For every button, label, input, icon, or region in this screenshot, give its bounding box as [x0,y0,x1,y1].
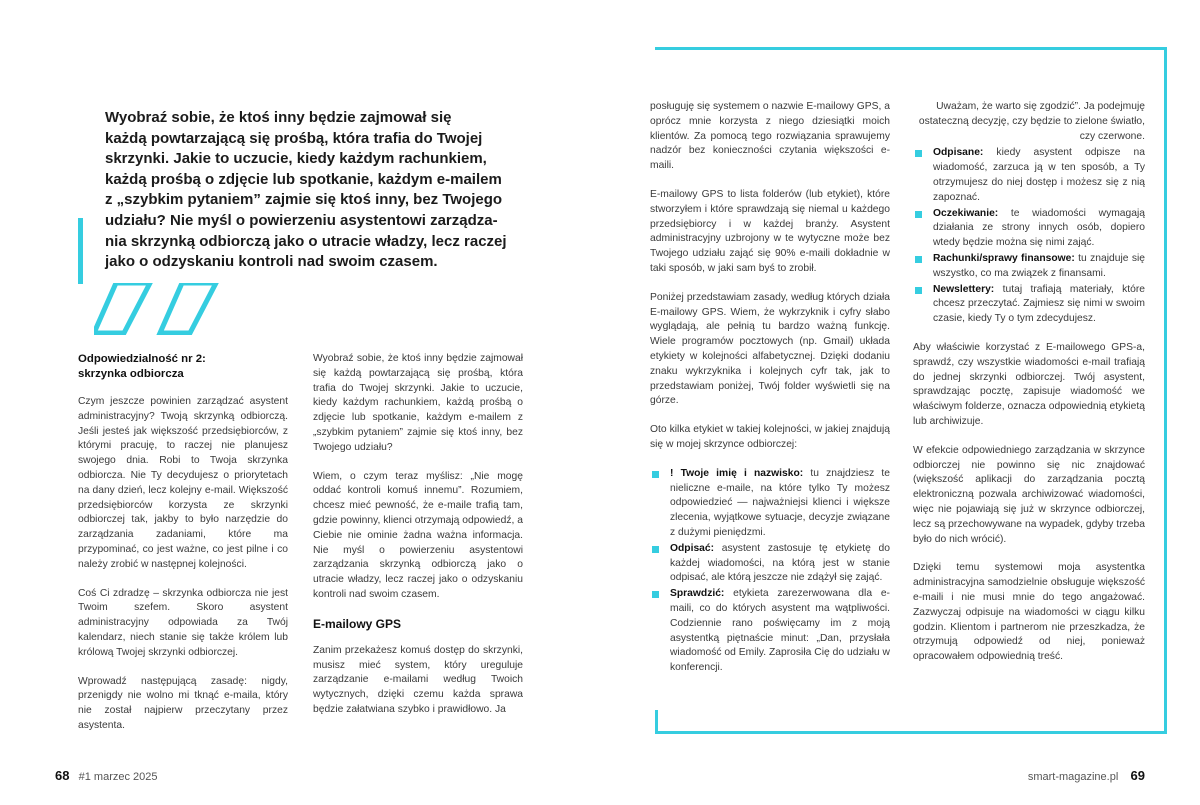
site-url: smart-magazine.pl [1027,771,1119,783]
frame-line-right [1164,47,1167,734]
paragraph: Coś Ci zdradzę – skrzynka odbiorcza nie jest Twoim szefem. Skoro asystent administracyjny odpowiada za Twój kalendarz, niech stanie się także królem lub królową Twojej skrzynki odbiorczej. [78,587,288,658]
list-item-label: Newslettery: [933,283,995,295]
list-item-label: Sprawdzić: [670,588,725,600]
list-item-label: Odpisane: [933,147,984,159]
quote-mark-icon [94,283,224,335]
pull-quote-line: z „szybkim pytaniem” zajmie się ktoś inny, bez Twojego [105,191,503,209]
paragraph: Uważam, że warto się zgodzić”. Ja podejmuję ostateczną decyzję, czy będzie to zielone światło, czy czerwone. [918,101,1145,142]
paragraph: E-mailowy GPS to lista folderów (lub etykiet), które stworzyłem i które sprawdzają się niemal u każdego przedsiębiorcy i w każdej branży. Asystent administracyjny uzbrojony w te wytyczne może bez Twojego udziału zająć się 90% e-maili dokładnie w taki sposób, w jaki sam byś to zrobił. [650,188,890,274]
page-number-right: 69 [1130,768,1145,783]
list-item-text: tu znajduje się wszystko, co ma związek z finansami. [933,252,1145,279]
square-bullet-icon [652,471,659,478]
pull-quote-line: Wyobraź sobie, że ktoś inny będzie zajmował się [105,109,452,126]
paragraph: Poniżej przedstawiam zasady, według których działa E-mailowy GPS. Wiem, że wykrzyknik i cyfry słabo wyglądają, ale pełnią tu bardzo ważną funkcję. Wiele programów pocztowych (np. Gmail) układa etykiety w kolejności alfabetycznej. Dzięki dodaniu znaku wykrzyknika i kolejnych cyfr tak, jak to przedstawiam poniżej, Twój folder wyświetli się na górze. [650,291,890,407]
list-item [650,587,890,676]
pull-quote [105,108,520,273]
pull-quote-line: każdą prośbą o zdjęcie lub spotkanie, każdym e-mailem [105,170,502,188]
paragraph: Aby właściwie korzystać z E-mailowego GPS-a, sprawdź, czy wszystkie wiadomości e-mail trafiają do jednej skrzynki odbiorczej. Twój asystent, sprawdzając pocztę, zapisuje wiadomość we właściwym folderze, oznacza odpowiednią etykietą lub archiwizuje. [913,341,1145,427]
list-item [913,146,1145,205]
list-item-label: Oczekiwanie: [933,207,999,219]
frame-line-left [655,710,658,734]
frame-line-top [655,47,1167,50]
list-item [913,283,1145,327]
list-item-text: asystent zastosuje tę etykietę do każdej wiadomości, na którą jest w stanie odpisać, ale którą jeszcze nie zdążył się zająć. [670,542,890,584]
list-item-text: tutaj trafiają materiały, które chcesz przeczytać. Zajmiesz się nimi w swoim czasie, kiedy Ty o tym zdecydujesz. [933,283,1145,325]
list-item [650,542,890,586]
list-item-label: ! Twoje imię i nazwisko: [670,467,804,479]
pull-quote-line: nia skrzynką odbiorczą jako o utracie władzy, lecz raczej [105,232,507,250]
quote-bar [78,218,83,284]
list-item [913,252,1145,282]
list-item-text: te wiadomości wymagają działania ze strony innych osób, dopiero wtedy będzie można się nimi zająć. [933,207,1145,249]
square-bullet-icon [915,287,922,294]
square-bullet-icon [915,211,922,218]
frame-line-bottom [655,731,1167,734]
paragraph: Oto kilka etykiet w takiej kolejności, w jakiej znajdują się w mojej skrzynce odbiorczej: [650,424,890,450]
paragraph: posługuję się systemem o nazwie E-mailowy GPS, a oprócz mnie korzysta z niego dziesiątki moich klientów. Za pomocą tego rozwiązania sprawujemy nadzór bez konieczności czytania większości e-maili. [650,101,890,172]
square-bullet-icon [915,256,922,263]
paragraph: Czym jeszcze powinien zarządzać asystent administracyjny? Twoją skrzynką odbiorczą. Jeśli jesteś jak większość przedsiębiorców, z którymi pracuję, to raczej nie planujesz swojego dnia. Robi to Twoja skrzynka odbiorcza. Nie Ty decydujesz o priorytetach na dany dzień, lecz kolejny e-mail. Większość przedsiębiorców korzysta ze skrzynki odbiorczej tak, jakby to było narzędzie do zarządzania zadaniami, które ma przypominać, co jest ważne, co jest pilne i co należy zrobić w następnej kolejności. [78,396,288,570]
section-heading-line: Odpowiedzialność nr 2: [78,353,206,365]
list-item [650,467,890,541]
pull-quote-line: udziału? Nie myśl o powierzeniu asystentowi zarządza- [105,211,498,229]
paragraph: W efekcie odpowiedniego zarządzania w skrzynce odbiorczej nie powinno się nic znajdować (większość aplikacji do zarządzania pocztą elektroniczną pozwala archiwizować wiadomości, więc nie pojawiają się już w skrzynce odbiorczej, lecz są przechowywane na wypadek, gdyby trzeba było do nich wrócić). [913,444,1145,545]
list-item-text: etykieta zarezerwowana dla e-maili, co do których asystent ma wątpliwości. Codziennie rano poświęcamy im z moją asystentką piętnaście minut: „Dan, przysłała wiadomość od Emily. Zaprosiła Cię do udziału w konferencji. [670,588,890,674]
square-bullet-icon [915,150,922,157]
column-2 [313,352,523,732]
list-item-text: tu znajdziesz te nieliczne e-maile, na które tylko Ty możesz odpowiedzieć — najważniejsi klienci i większe zlecenia, wyjątkowe sytuacje, decyzje związane z dużymi pieniędzmi. [670,467,890,538]
pull-quote-line: skrzynki. Jakie to uczucie, kiedy każdym rachunkiem, [105,150,487,168]
list-item-label: Rachunki/sprawy finansowe: [933,252,1075,264]
paragraph: Wyobraź sobie, że ktoś inny będzie zajmował się każdą powtarzającą się prośbą, która trafia do Twojej skrzynki. Jakie to uczucie, kiedy każdym rachunkiem, każdą prośbą o zdjęcie lub spotkanie, każdym e-mailem z „szybkim pytaniem” zajmie się ktoś inny, bez Twojego udziału? [313,353,523,453]
issue-label: #1 marzec 2025 [78,771,158,783]
label-list [650,467,890,676]
square-bullet-icon [652,546,659,553]
page-number-left: 68 [55,768,70,783]
list-item-label: Odpisać: [670,542,715,554]
paragraph: Wiem, o czym teraz myślisz: „Nie mogę oddać kontroli komuś innemu”. Rozumiem, chcesz mieć pewność, że e-maile trafią tam, gdzie powinny, klienci otrzymają odpowiedź, a Ciebie nie ominie żadna ważna informacja. Nie myśl o powierzeniu asystentowi zarządzania skrzynką odbiorczą jako o utracie władzy, lecz raczej jako o odzyskaniu kontroli nad swoim czasem. [313,470,523,600]
footer-left [55,768,158,783]
list-item-text: kiedy asystent odpisze na wiadomość, zarzuca ją w ten sposób, a Ty otrzymujesz do niej dostęp i możesz się z nią zapoznać. [933,147,1145,203]
square-bullet-icon [652,591,659,598]
paragraph: Dzięki temu systemowi moja asystentka administracyjna samodzielnie obsługuje większość e-maili i nie musi mnie do tego angażować. Zazwyczaj odpisuje na wiadomości w ciągu kilku godzin. Klientom i partnerom nie przeszkadza, że otrzymują odpowiedź od niej, ponieważ opracowałem odpowiednią treść. [913,562,1145,663]
column-4 [913,100,1145,679]
pull-quote-line: jako o odzyskaniu kontroli nad swoim czasem. [105,253,438,271]
column-3 [650,100,890,690]
footer-right [1028,768,1145,783]
paragraph: Zanim przekażesz komuś dostęp do skrzynki, musisz mieć system, który ureguluje zarządzanie e-mailami według Twoich wytycznych, dzięki czemu każda sprawa będzie załatwiana szybko i prawidłowo. Ja [313,644,523,715]
pull-quote-line: każdą powtarzającą się prośbą, która trafia do Twojej [105,129,483,147]
section-heading [78,352,288,382]
label-list [913,146,1145,327]
column-1 [78,352,288,748]
subsection-heading: E-mailowy GPS [313,616,402,631]
paragraph: Wprowadź następującą zasadę: nigdy, przenigdy nie wolno mi tknąć e-maila, który nie został najpierw przeczytany przez asystenta. [78,675,288,731]
list-item [913,207,1145,251]
section-heading-line: skrzynka odbiorcza [78,368,184,380]
